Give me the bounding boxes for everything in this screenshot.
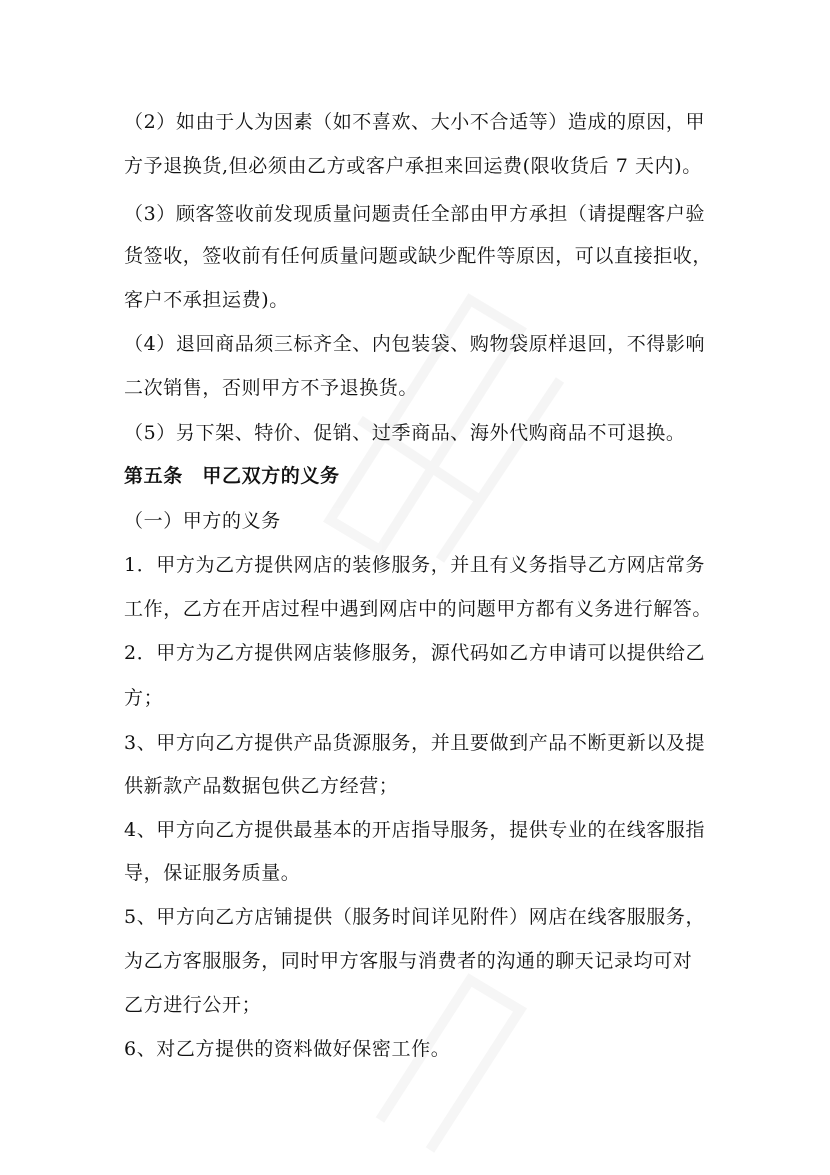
item-2-line-2: 方； bbox=[124, 687, 164, 709]
paragraph-3-line-1: （3）顾客签收前发现质量问题责任全部由甲方承担（请提醒客户验 bbox=[124, 203, 706, 225]
item-4-line-2: 导，保证服务质量。 bbox=[124, 862, 301, 884]
item-2-line-1: 2．甲方为乙方提供网店装修服务，源代码如乙方申请可以提供给乙 bbox=[124, 642, 706, 664]
paragraph-4-line-2: 二次销售，否则甲方不予退换货。 bbox=[124, 377, 419, 399]
paragraph-2-line-2: 方予退换货,但必须由乙方或客户承担来回运费(限收货后 7 天内)。 bbox=[124, 155, 702, 177]
section-heading: 第五条 甲乙双方的义务 bbox=[124, 465, 340, 487]
paragraph-4-line-1: （4）退回商品须三标齐全、内包装袋、购物袋原样退回，不得影响 bbox=[124, 333, 706, 355]
subsection-heading: （一）甲方的义务 bbox=[124, 510, 281, 532]
paragraph-5-line-1: （5）另下架、特价、促销、过季商品、海外代购商品不可退换。 bbox=[124, 422, 686, 444]
paragraph-3-line-3: 客户不承担运费)。 bbox=[124, 289, 289, 311]
item-1-line-1: 1．甲方为乙方提供网店的装修服务，并且有义务指导乙方网店常务 bbox=[124, 554, 706, 576]
item-5-line-1: 5、甲方向乙方店铺提供（服务时间详见附件）网店在线客服服务， bbox=[124, 906, 706, 928]
paragraph-3-line-2: 货签收，签收前有任何质量问题或缺少配件等原因，可以直接拒收， bbox=[124, 245, 713, 267]
item-3-line-2: 供新款产品数据包供乙方经营； bbox=[124, 775, 399, 797]
item-6-line-1: 6、对乙方提供的资料做好保密工作。 bbox=[124, 1038, 451, 1060]
item-1-line-2: 工作，乙方在开店过程中遇到网店中的问题甲方都有义务进行解答。 bbox=[124, 598, 713, 620]
item-5-line-2: 为乙方客服服务，同时甲方客服与消费者的沟通的聊天记录均可对 bbox=[124, 950, 693, 972]
paragraph-2-line-1: （2）如由于人为因素（如不喜欢、大小不合适等）造成的原因，甲 bbox=[124, 111, 706, 133]
item-3-line-1: 3、甲方向乙方提供产品货源服务，并且要做到产品不断更新以及提 bbox=[124, 732, 706, 754]
item-4-line-1: 4、甲方向乙方提供最基本的开店指导服务，提供专业的在线客服指 bbox=[124, 819, 706, 841]
item-5-line-3: 乙方进行公开； bbox=[124, 994, 262, 1016]
